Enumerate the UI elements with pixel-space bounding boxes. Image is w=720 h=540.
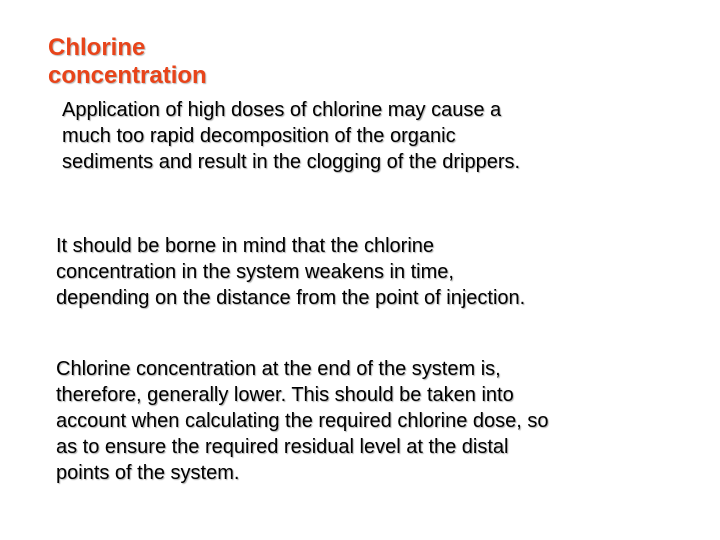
paragraph-line: account when calculating the required chlorine dose, so [56, 410, 549, 432]
slide-title [48, 34, 207, 90]
paragraph-line: concentration in the system weakens in time, [56, 261, 454, 283]
paragraph-line: depending on the distance from the point of injection. [56, 287, 526, 309]
title-line-2: concentration [48, 62, 207, 89]
title-line-1: Chlorine [48, 34, 146, 61]
paragraph-line: therefore, generally lower. This should be taken into [56, 384, 514, 406]
paragraph-line: sediments and result in the clogging of the drippers. [62, 151, 521, 173]
paragraph-line: Application of high doses of chlorine may cause a [62, 99, 502, 121]
paragraph-high-doses [62, 97, 662, 175]
paragraph-line: as to ensure the required residual level at the distal [56, 436, 509, 458]
paragraph-end-of-system [56, 356, 676, 486]
paragraph-line: It should be borne in mind that the chlorine [56, 235, 435, 257]
paragraph-concentration-weakens [56, 233, 676, 311]
paragraph-line: points of the system. [56, 462, 240, 484]
paragraph-line: Chlorine concentration at the end of the system is, [56, 358, 501, 380]
paragraph-line: much too rapid decomposition of the organic [62, 125, 456, 147]
